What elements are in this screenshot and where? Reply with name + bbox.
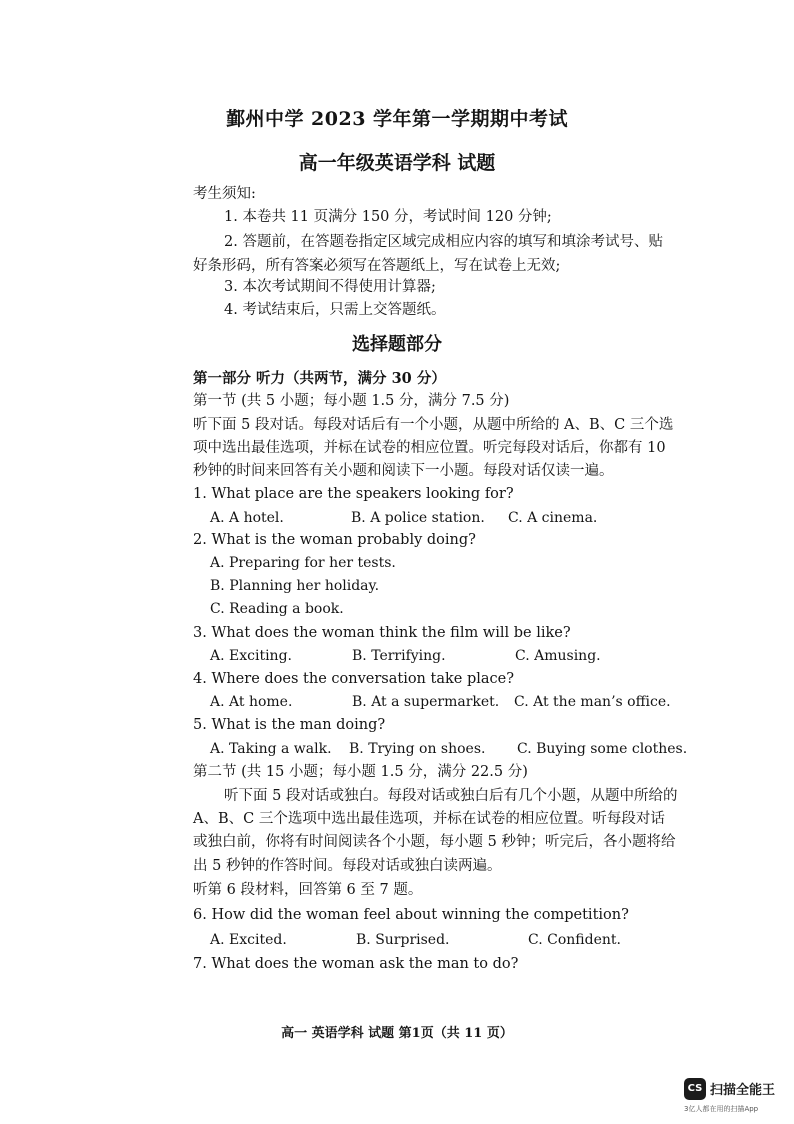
q3-option-a: A. Exciting. (210, 648, 292, 664)
question-7: 7. What does the woman ask the man to do? (193, 956, 519, 972)
q3-option-b: B. Terrifying. (352, 648, 446, 664)
part1-heading: 第一部分 听力（共两节，满分 30 分） (193, 370, 446, 387)
q1-option-a: A. A hotel. (210, 510, 284, 526)
notice-item: 2. 答题前，在答题卷指定区域完成相应内容的填写和填涂考试号、贴 (224, 234, 663, 250)
notice-heading: 考生须知: (193, 186, 256, 202)
scanner-watermark (684, 1078, 788, 1118)
q3-option-c: C. Amusing. (515, 648, 601, 664)
q4-option-a: A. At home. (210, 694, 293, 710)
sec2-instruction: 出 5 秒钟的作答时间。每段对话或独白读两遍。 (193, 858, 502, 874)
sec2-instruction: A、B、C 三个选项中选出最佳选项，并标在试卷的相应位置。听每段对话 (193, 811, 665, 827)
page-footer: 高一 英语学科 试题 第1页（共 11 页） (281, 1026, 513, 1041)
camscanner-logo-icon: CS (684, 1078, 706, 1100)
notice-item: 1. 本卷共 11 页满分 150 分，考试时间 120 分钟; (224, 209, 552, 225)
question-2: 2. What is the woman probably doing? (193, 532, 476, 548)
exam-subtitle: 高一年级英语学科 试题 (298, 152, 496, 174)
q1-option-c: C. A cinema. (508, 510, 598, 526)
q5-option-a: A. Taking a walk. (210, 741, 332, 757)
q2-option-c: C. Reading a book. (210, 601, 344, 617)
question-4: 4. Where does the conversation take place? (193, 671, 514, 687)
q6-option-a: A. Excited. (210, 932, 287, 948)
notice-item: 4. 考试结束后，只需上交答题纸。 (224, 302, 446, 318)
question-3: 3. What does the woman think the film will be like? (193, 625, 571, 641)
exam-title: 鄞州中学 2023 学年第一学期期中考试 (225, 108, 569, 130)
question-6: 6. How did the woman feel about winning the competition? (193, 907, 629, 923)
sec1-heading: 第一节 (共 5 小题；每小题 1.5 分，满分 7.5 分) (193, 393, 510, 409)
sec1-instruction: 秒钟的时间来回答有关小题和阅读下一小题。每段对话仅读一遍。 (193, 463, 614, 479)
q1-option-b: B. A police station. (351, 510, 485, 526)
sec2-instruction: 听下面 5 段对话或独白。每段对话或独白后有几个小题，从题中所给的 (224, 788, 678, 804)
q6-option-c: C. Confident. (528, 932, 621, 948)
notice-item: 好条形码，所有答案必须写在答题纸上，写在试卷上无效; (193, 258, 561, 274)
question-1: 1. What place are the speakers looking for? (193, 486, 514, 502)
watermark-name: 扫描全能王 (710, 1083, 776, 1098)
sec2-instruction: 或独白前，你将有时间阅读各个小题，每小题 5 秒钟；听完后，各小题将给 (193, 834, 676, 850)
material-6-instruction: 听第 6 段材料，回答第 6 至 7 题。 (193, 882, 423, 898)
q4-option-c: C. At the man’s office. (514, 694, 671, 710)
sec1-instruction: 听下面 5 段对话。每段对话后有一个小题，从题中所给的 A、B、C 三个选 (193, 417, 674, 433)
q2-option-b: B. Planning her holiday. (210, 578, 380, 594)
watermark-tagline: 3亿人都在用的扫描App (684, 1105, 759, 1113)
question-5: 5. What is the man doing? (193, 717, 386, 733)
q6-option-b: B. Surprised. (356, 932, 450, 948)
q4-option-b: B. At a supermarket. (352, 694, 500, 710)
q2-option-a: A. Preparing for her tests. (210, 555, 396, 571)
section-title: 选择题部分 (352, 334, 442, 355)
q5-option-c: C. Buying some clothes. (517, 741, 688, 757)
q5-option-b: B. Trying on shoes. (349, 741, 486, 757)
sec1-instruction: 项中选出最佳选项，并标在试卷的相应位置。听完每段对话后，你都有 10 (193, 440, 666, 456)
notice-item: 3. 本次考试期间不得使用计算器; (224, 279, 436, 295)
sec2-heading: 第二节 (共 15 小题；每小题 1.5 分，满分 22.5 分) (193, 764, 528, 780)
